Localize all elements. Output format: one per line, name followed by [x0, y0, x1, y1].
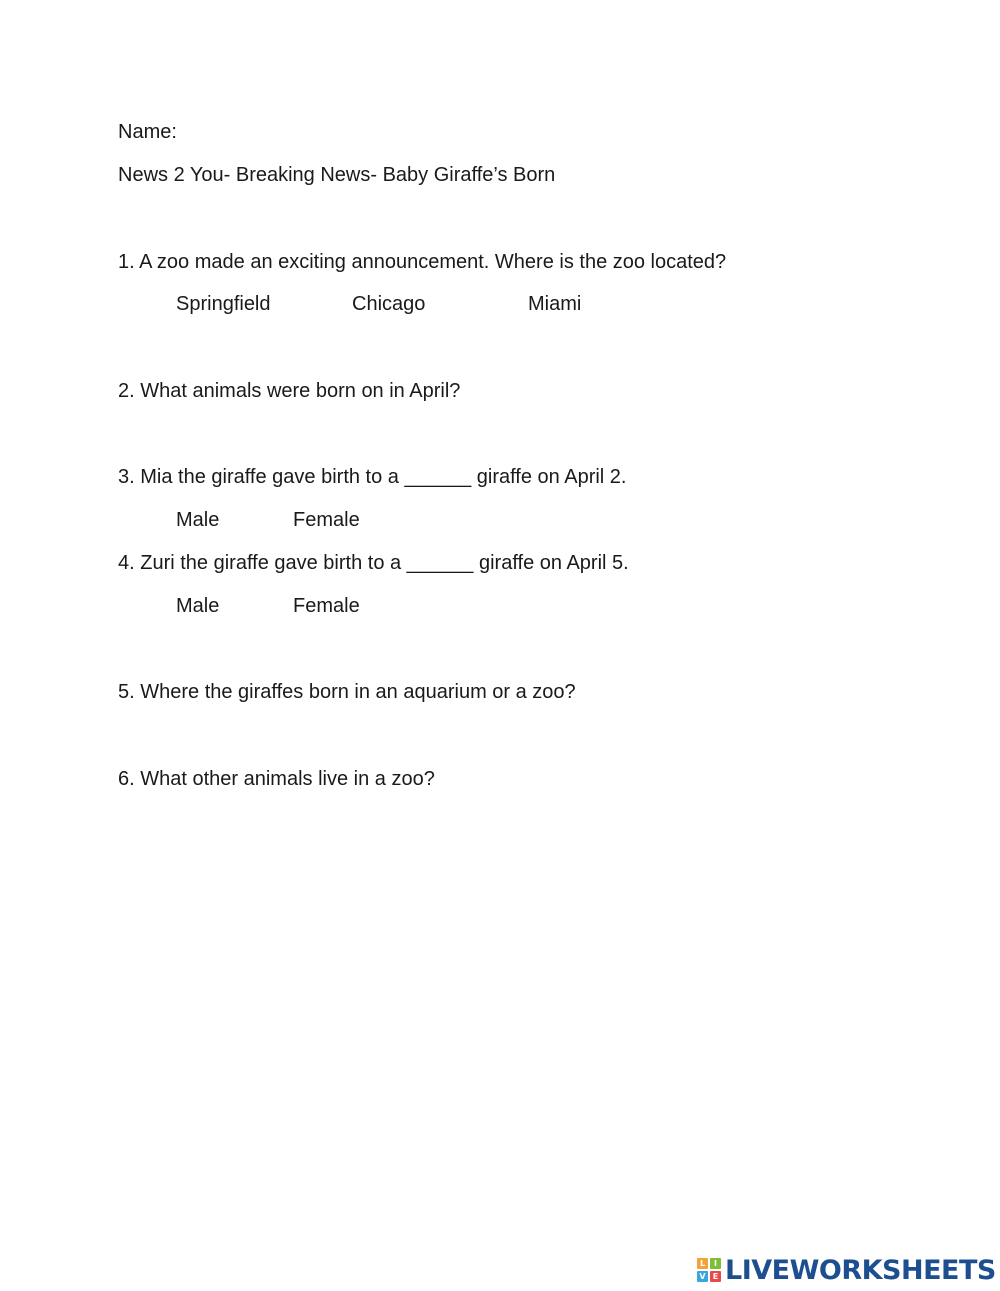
- q4-option-male[interactable]: Male: [176, 595, 220, 617]
- logo-letter-i: I: [710, 1258, 721, 1269]
- question-1: 1. A zoo made an exciting announcement. Where is the zoo located?: [118, 251, 727, 273]
- logo-mark-icon: [697, 1258, 721, 1282]
- question-4: 4. Zuri the giraffe gave birth to a ______ giraffe on April 5.: [118, 552, 629, 574]
- question-5: 5. Where the giraffes born in an aquarium or a zoo?: [118, 681, 576, 703]
- logo-text: LIVEWORKSHEETS: [725, 1254, 996, 1286]
- q1-option-chicago[interactable]: Chicago: [352, 293, 426, 315]
- logo-letter-v: V: [697, 1271, 708, 1282]
- logo-letter-e: E: [710, 1271, 721, 1282]
- name-label: Name:: [118, 121, 177, 143]
- q3-option-female[interactable]: Female: [293, 509, 360, 531]
- question-2: 2. What animals were born on in April?: [118, 380, 461, 402]
- liveworksheets-logo: [697, 1255, 996, 1285]
- logo-letter-l: L: [697, 1258, 708, 1269]
- q3-option-male[interactable]: Male: [176, 509, 220, 531]
- q4-option-female[interactable]: Female: [293, 595, 360, 617]
- q1-option-miami[interactable]: Miami: [528, 293, 582, 315]
- q1-option-springfield[interactable]: Springfield: [176, 293, 271, 315]
- question-6: 6. What other animals live in a zoo?: [118, 768, 435, 790]
- question-3: 3. Mia the giraffe gave birth to a ______ giraffe on April 2.: [118, 466, 627, 488]
- worksheet-title: News 2 You- Breaking News- Baby Giraffe’s Born: [118, 164, 556, 186]
